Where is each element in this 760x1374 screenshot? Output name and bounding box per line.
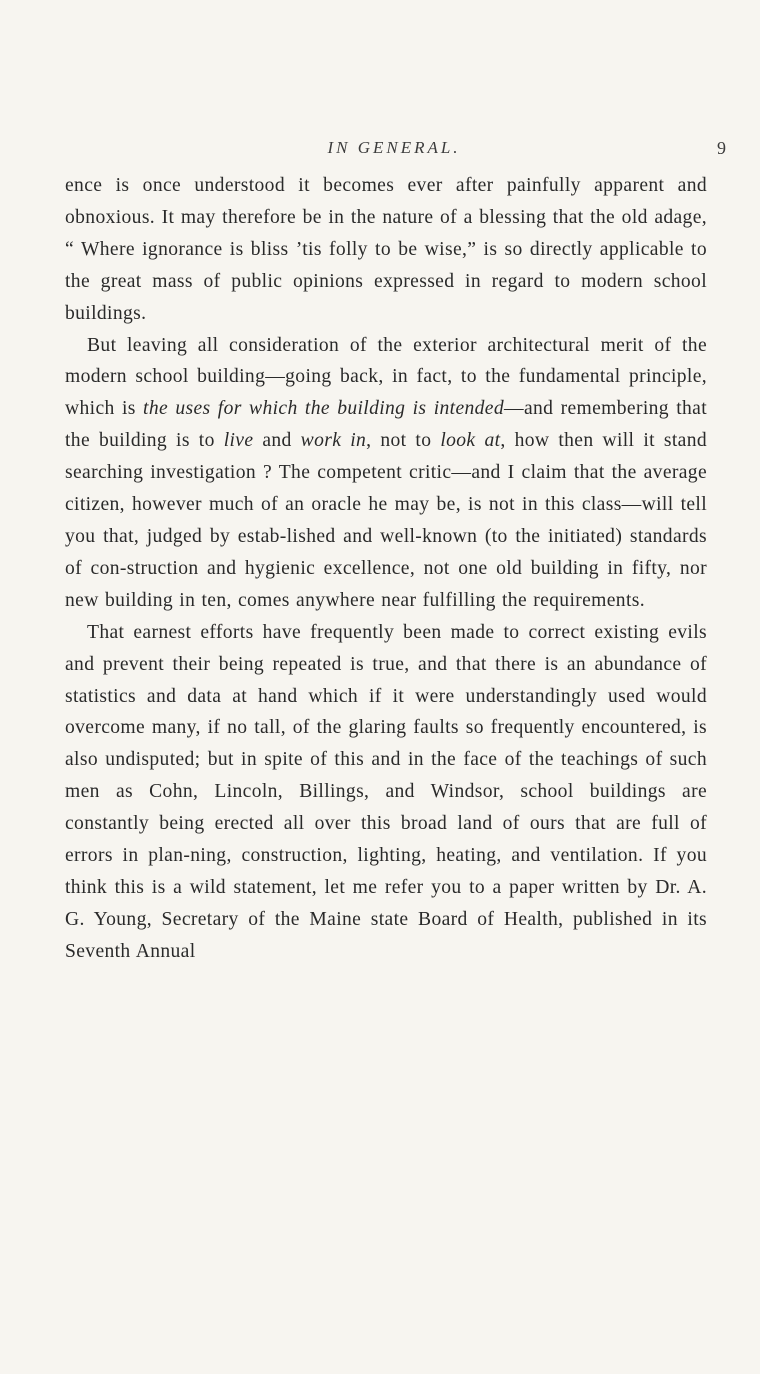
italic-text: work in [300, 430, 367, 452]
paragraph [65, 617, 707, 968]
text-segment: , not to [366, 430, 441, 452]
text-segment: , how then will it stand searching investigation ? The competent critic—and I claim that the average citizen, however much of an oracle he may be, is not in this class—will tell you that, judged by estab-lished and well-known (to the initiated) standards of con-struction and hygienic excellence, not one old building in fifty, nor new building in ten, comes anywhere near fulfilling the requirements. [65, 430, 707, 611]
text-segment: and [253, 430, 301, 452]
page-number: 9 [717, 138, 726, 158]
paragraph [65, 330, 707, 617]
text-segment: But leaving all consideration of the exterior architectural merit of the modern school building—going back, in fact, to the fundamental principle, which is [65, 334, 707, 420]
italic-text: live [223, 430, 254, 452]
running-head [64, 138, 724, 164]
text-segment: ence is once understood it becomes ever after painfully apparent and obnoxious. It may therefore be in the nature of a blessing that the old adage, “ Where ignorance is bliss ’tis folly to be wise,” is so directly applicable to the great mass of public opinions expressed in regard to modern school buildings. [65, 175, 707, 324]
paragraph [65, 170, 707, 330]
body-text [65, 170, 707, 968]
italic-text: look at [440, 430, 501, 452]
italic-text: the uses for which the building is intended [143, 398, 504, 420]
text-segment: —and remembering that the building is to [65, 398, 708, 452]
running-title: IN GENERAL. [327, 138, 461, 157]
text-segment: That earnest efforts have frequently been made to correct existing evils and prevent their being repeated is true, and that there is an abundance of statistics and data at hand which if it were understandingly used would overcome many, if no tall, of the glaring faults so frequently encountered, is also undisputed; but in spite of this and in the face of the teachings of such men as Cohn, Lincoln, Billings, and Windsor, school buildings are constantly being erected all over this broad land of ours that are full of errors in plan-ning, construction, lighting, heating, and ventilation. If you think this is a wild statement, let me refer you to a paper written by Dr. A. G. Young, Secretary of the Maine state Board of Health, published in its Seventh Annual [65, 621, 707, 962]
